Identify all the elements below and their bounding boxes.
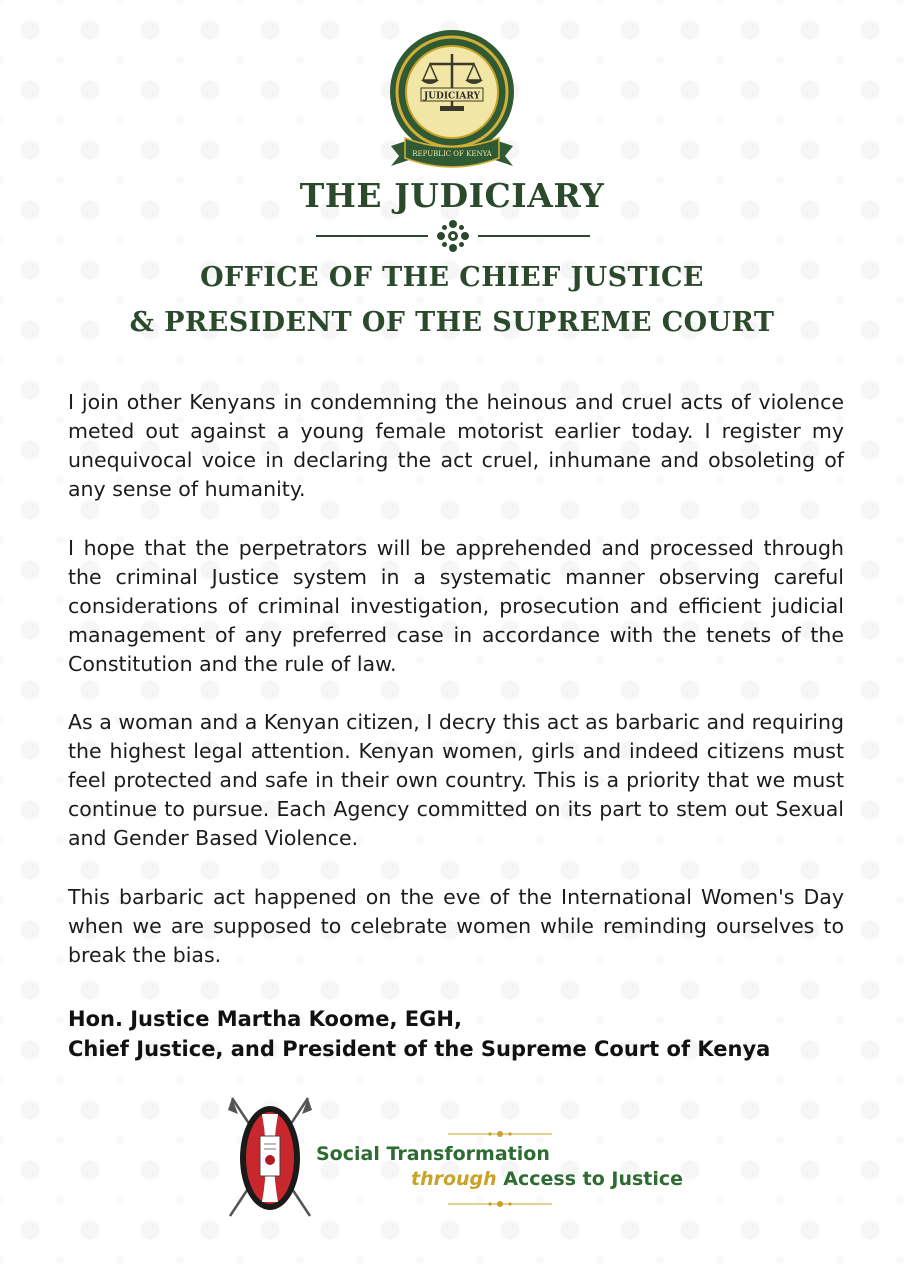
slogan-rule-top-icon (448, 1126, 552, 1142)
judiciary-seal-logo (385, 28, 519, 174)
page-title: THE JUDICIARY (299, 176, 605, 215)
statement-paragraph-1: I join other Kenyans in condemning the heinous and cruel acts of violence meted out against a young female motorist earlier today. I register my unequivocal voice in declaring the act cruel, inhumane and obsoleting of any sense of humanity. (68, 390, 844, 501)
seal-ribbon-text: REPUBLIC OF KENYA (412, 150, 492, 158)
slogan-line2 (411, 1168, 683, 1190)
slogan-rule-bottom-icon (448, 1196, 552, 1212)
seal-top-text: JUDICIARY (423, 91, 481, 102)
slogan-access: Access to Justice (496, 1168, 684, 1190)
statement-paragraph-2: I hope that the perpetrators will be apprehended and processed through the criminal Justice system in a systematic manner observing careful considerations of criminal investigation, prosecution and efficient judicial management of any preferred case in accordance with the tenets of the Constitution and the rule of law. (68, 536, 844, 676)
signatory-name: Hon. Justice Martha Koome, EGH, (68, 1007, 462, 1031)
slogan-through: through (411, 1168, 497, 1190)
statement-paragraph-4: This barbaric act happened on the eve of the International Women's Day when we are supposed to celebrate women while reminding ourselves to break the bias. (68, 885, 844, 967)
signatory-title: Chief Justice, and President of the Supreme Court of Kenya (68, 1037, 771, 1061)
shield-spears-logo (224, 1092, 316, 1222)
divider-ornament-icon (316, 218, 590, 254)
slogan-line1: Social Transformation (316, 1143, 550, 1165)
statement-paragraph-3: As a woman and a Kenyan citizen, I decry this act as barbaric and requiring the highest legal attention. Kenyan women, girls and indeed citizens must feel protected and safe in their own country. This is a priority that we must continue to pursue. Each Agency committed on its part to stem out Sexual and Gender Based Violence. (68, 710, 844, 850)
office-title-line2: & PRESIDENT OF THE SUPREME COURT (129, 307, 775, 338)
office-title-line1: OFFICE OF THE CHIEF JUSTICE (200, 262, 704, 293)
